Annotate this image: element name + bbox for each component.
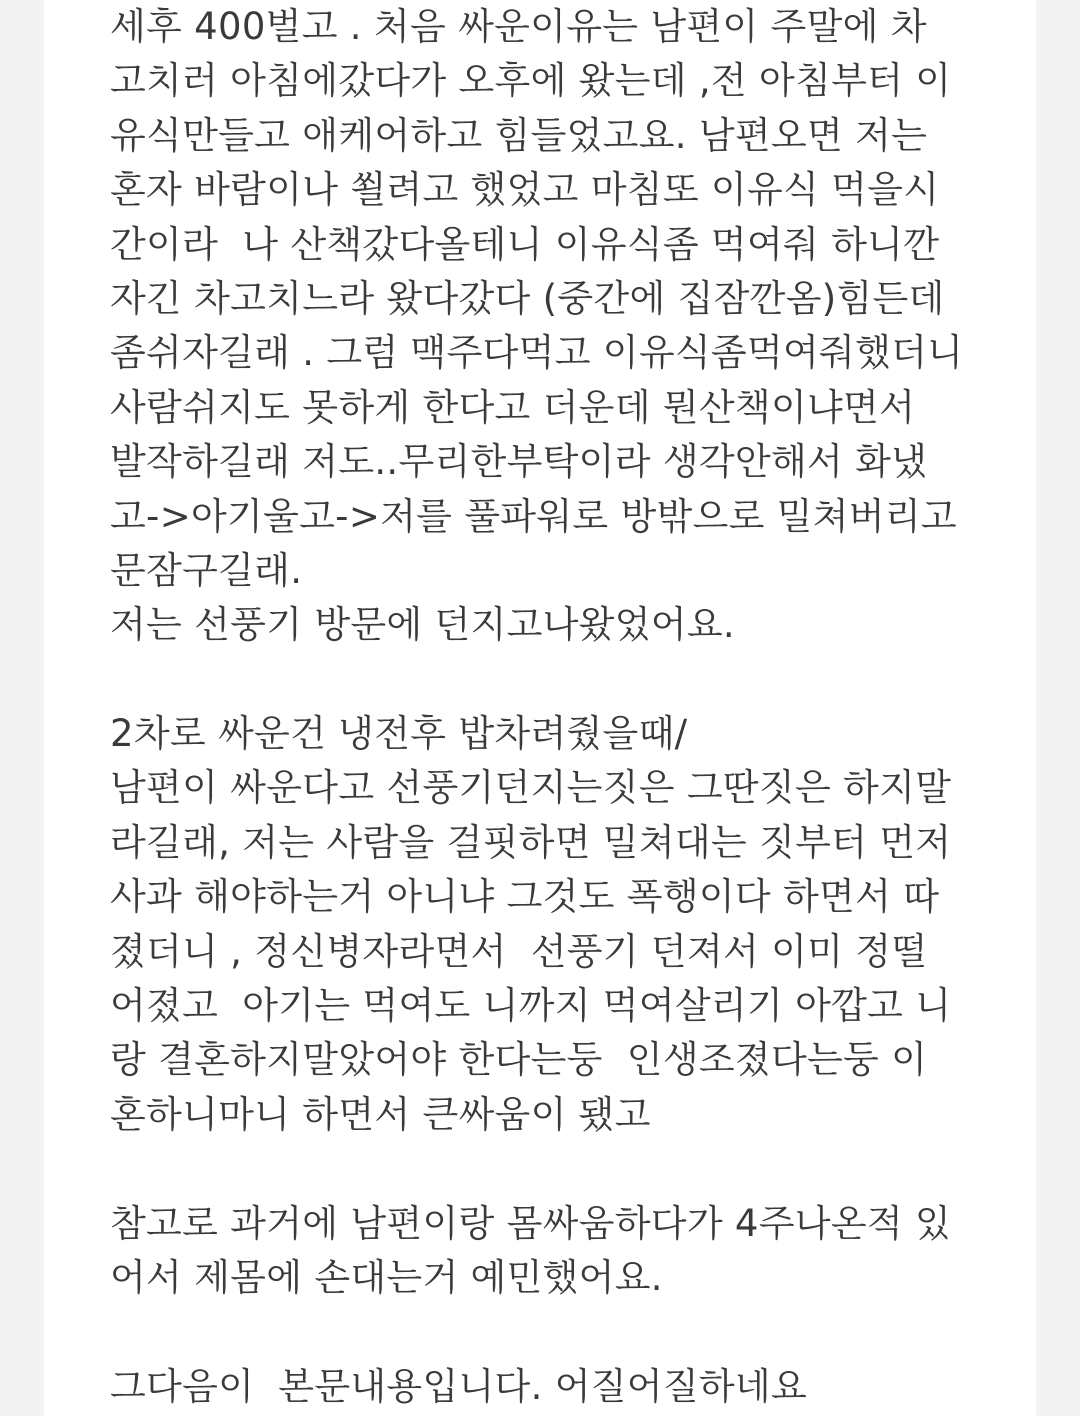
text-line: 저는 선풍기 방문에 던지고나왔었어요.: [110, 603, 735, 647]
text-line: 그다음이 본문내용입니다. 어질어질하네요: [110, 1364, 807, 1408]
blank-line: [110, 653, 1030, 707]
text-line: 참고로 과거에 남편이랑 몸싸움하다가 4주나온적 있: [110, 1201, 952, 1245]
text-line: 사람쉬지도 못하게 한다고 더운데 뭔산책이냐면서: [110, 385, 916, 429]
text-line: 어서 제몸에 손대는거 예민했어요.: [110, 1255, 663, 1299]
text-line: 문잠구길래.: [110, 548, 303, 592]
text-line: 좀쉬자길래 . 그럼 맥주다먹고 이유식좀먹여줘했더니: [110, 331, 964, 375]
blank-line: [110, 1142, 1030, 1196]
text-line: 혼자 바람이나 쐴려고 했었고 마침또 이유식 먹을시: [110, 168, 940, 212]
text-line: 세후 400벌고 . 처음 싸운이유는 남편이 주말에 차: [110, 5, 927, 48]
text-line: 라길래, 저는 사람을 걸핏하면 밀쳐대는 짓부터 먼저: [110, 820, 952, 864]
text-line: 간이라 나 산책갔다올테니 이유식좀 먹여줘 하니깐: [110, 222, 940, 266]
text-line: 남편이 싸운다고 선풍기던지는짓은 그딴짓은 하지말: [110, 766, 952, 810]
text-line: 혼하니마니 하면서 큰싸움이 됐고: [110, 1092, 651, 1136]
text-line: 사과 해야하는거 아니냐 그것도 폭행이다 하면서 따: [110, 875, 940, 919]
post-body: [110, 0, 1030, 1414]
text-line: 자긴 차고치느라 왔다갔다 (중간에 집잠깐옴)힘든데: [110, 276, 945, 320]
text-line: 고->아기울고->저를 풀파워로 방밖으로 밀쳐버리고: [110, 494, 957, 538]
text-line: 고치러 아침에갔다가 오후에 왔는데 ,전 아침부터 이: [110, 59, 952, 103]
blank-line: [110, 1305, 1030, 1359]
text-line: 유식만들고 애케어하고 힘들었고요. 남편오면 저는: [110, 113, 928, 157]
text-line: 졌더니 , 정신병자라면서 선풍기 던져서 이미 정떨: [110, 929, 928, 973]
text-line: 어졌고 아기는 먹여도 니까지 먹여살리기 아깝고 니: [110, 984, 952, 1028]
text-line: 2차로 싸운건 냉전후 밥차려줬을때/: [110, 712, 688, 756]
text-line: 발작하길래 저도..무리한부탁이라 생각안해서 화냈: [110, 440, 928, 484]
text-line: 랑 결혼하지말았어야 한다는둥 인생조졌다는둥 이: [110, 1038, 928, 1082]
